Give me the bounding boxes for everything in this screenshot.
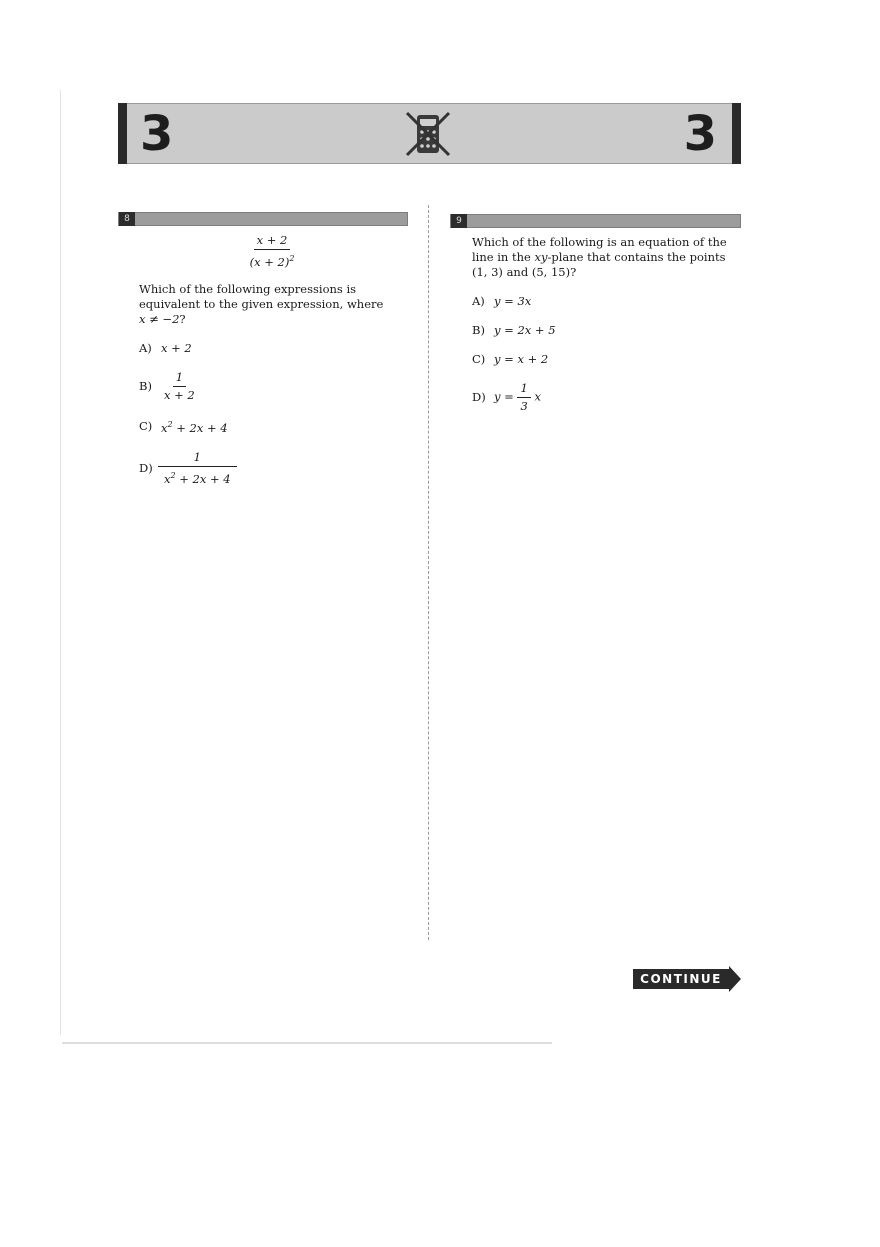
- header-bar: [732, 103, 741, 164]
- section-number: 3: [140, 106, 174, 162]
- section-header: [118, 103, 741, 164]
- question-8-bar: [118, 212, 408, 226]
- question-8: [139, 233, 409, 500]
- fraction-numerator: x + 2: [254, 233, 291, 250]
- column-divider: [428, 205, 429, 940]
- answer-choice-d[interactable]: D) y = $\frac{1}{3}$ x: [472, 381, 541, 413]
- no-calculator-icon: [403, 109, 453, 159]
- question-9: [472, 235, 742, 428]
- arrow-right-icon: [729, 966, 741, 992]
- continue-button[interactable]: [633, 966, 743, 992]
- question-number: 8: [119, 212, 135, 226]
- question-9-bar: [450, 214, 741, 228]
- page-edge: [62, 1042, 552, 1044]
- answer-choice-b[interactable]: B) y = 2x + 5: [472, 323, 556, 337]
- continue-label: CONTINUE: [633, 969, 729, 989]
- answer-choice-a[interactable]: A) y = 3x: [472, 294, 532, 308]
- answer-choice-d[interactable]: D) $\frac{1}{x^2 + 2x + 4}$: [139, 450, 409, 487]
- header-bar: [118, 103, 127, 164]
- answer-choice-c[interactable]: C) y = x + 2: [472, 352, 549, 366]
- answer-choice-a[interactable]: A) x + 2: [139, 340, 192, 355]
- section-number: 3: [683, 106, 717, 162]
- question-stem: Which of the following expressions is equivalent to the given expression, where x ≠ −2?: [139, 281, 384, 326]
- answer-choice-c[interactable]: C) $x^2 + 2x + 4$: [139, 418, 228, 435]
- given-expression: [135, 233, 409, 270]
- answer-choice-b[interactable]: B) $\frac{1}{x + 2}$: [139, 369, 195, 402]
- question-stem: Which of the following is an equation of the line in the xy-plane that contains the points (1, 3) and (5, 15)?: [472, 235, 727, 279]
- fraction-denominator: $(x + 2)^2$: [249, 254, 295, 269]
- question-number: 9: [451, 214, 467, 228]
- page-edge: [60, 90, 61, 1035]
